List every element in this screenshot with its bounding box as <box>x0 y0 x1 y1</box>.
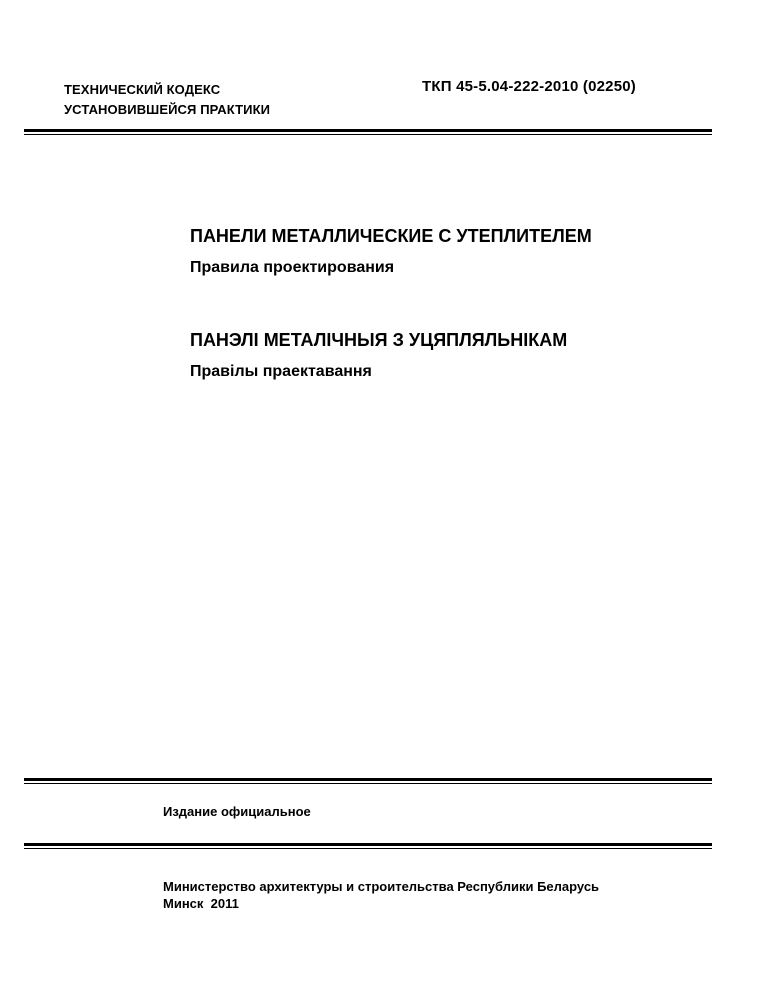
subtitle-russian: Правила проектирования <box>190 259 395 276</box>
edition-divider-top <box>24 778 712 784</box>
code-type-line2: УСТАНОВИВШЕЙСЯ ПРАКТИКИ <box>64 102 271 117</box>
publication-place-year: Минск 2011 <box>163 896 239 911</box>
subtitle-belarusian: Правілы праектавання <box>190 363 372 380</box>
title-belarusian: ПАНЭЛІ МЕТАЛІЧНЫЯ З УЦЯПЛЯЛЬНІКАМ <box>190 330 568 350</box>
publisher-name: Министерство архитектуры и строительства Республики Беларусь <box>163 879 600 894</box>
publisher-block <box>163 878 599 912</box>
edition-divider-bottom <box>24 843 712 849</box>
code-type-line1: ТЕХНИЧЕСКИЙ КОДЕКС <box>64 82 221 97</box>
header-divider <box>24 129 712 135</box>
edition-label: Издание официальное <box>163 804 311 819</box>
code-type <box>64 80 270 120</box>
document-designation: ТКП 45-5.04-222-2010 (02250) <box>422 78 636 95</box>
title-russian: ПАНЕЛИ МЕТАЛЛИЧЕСКИЕ С УТЕПЛИТЕЛЕМ <box>190 226 592 246</box>
